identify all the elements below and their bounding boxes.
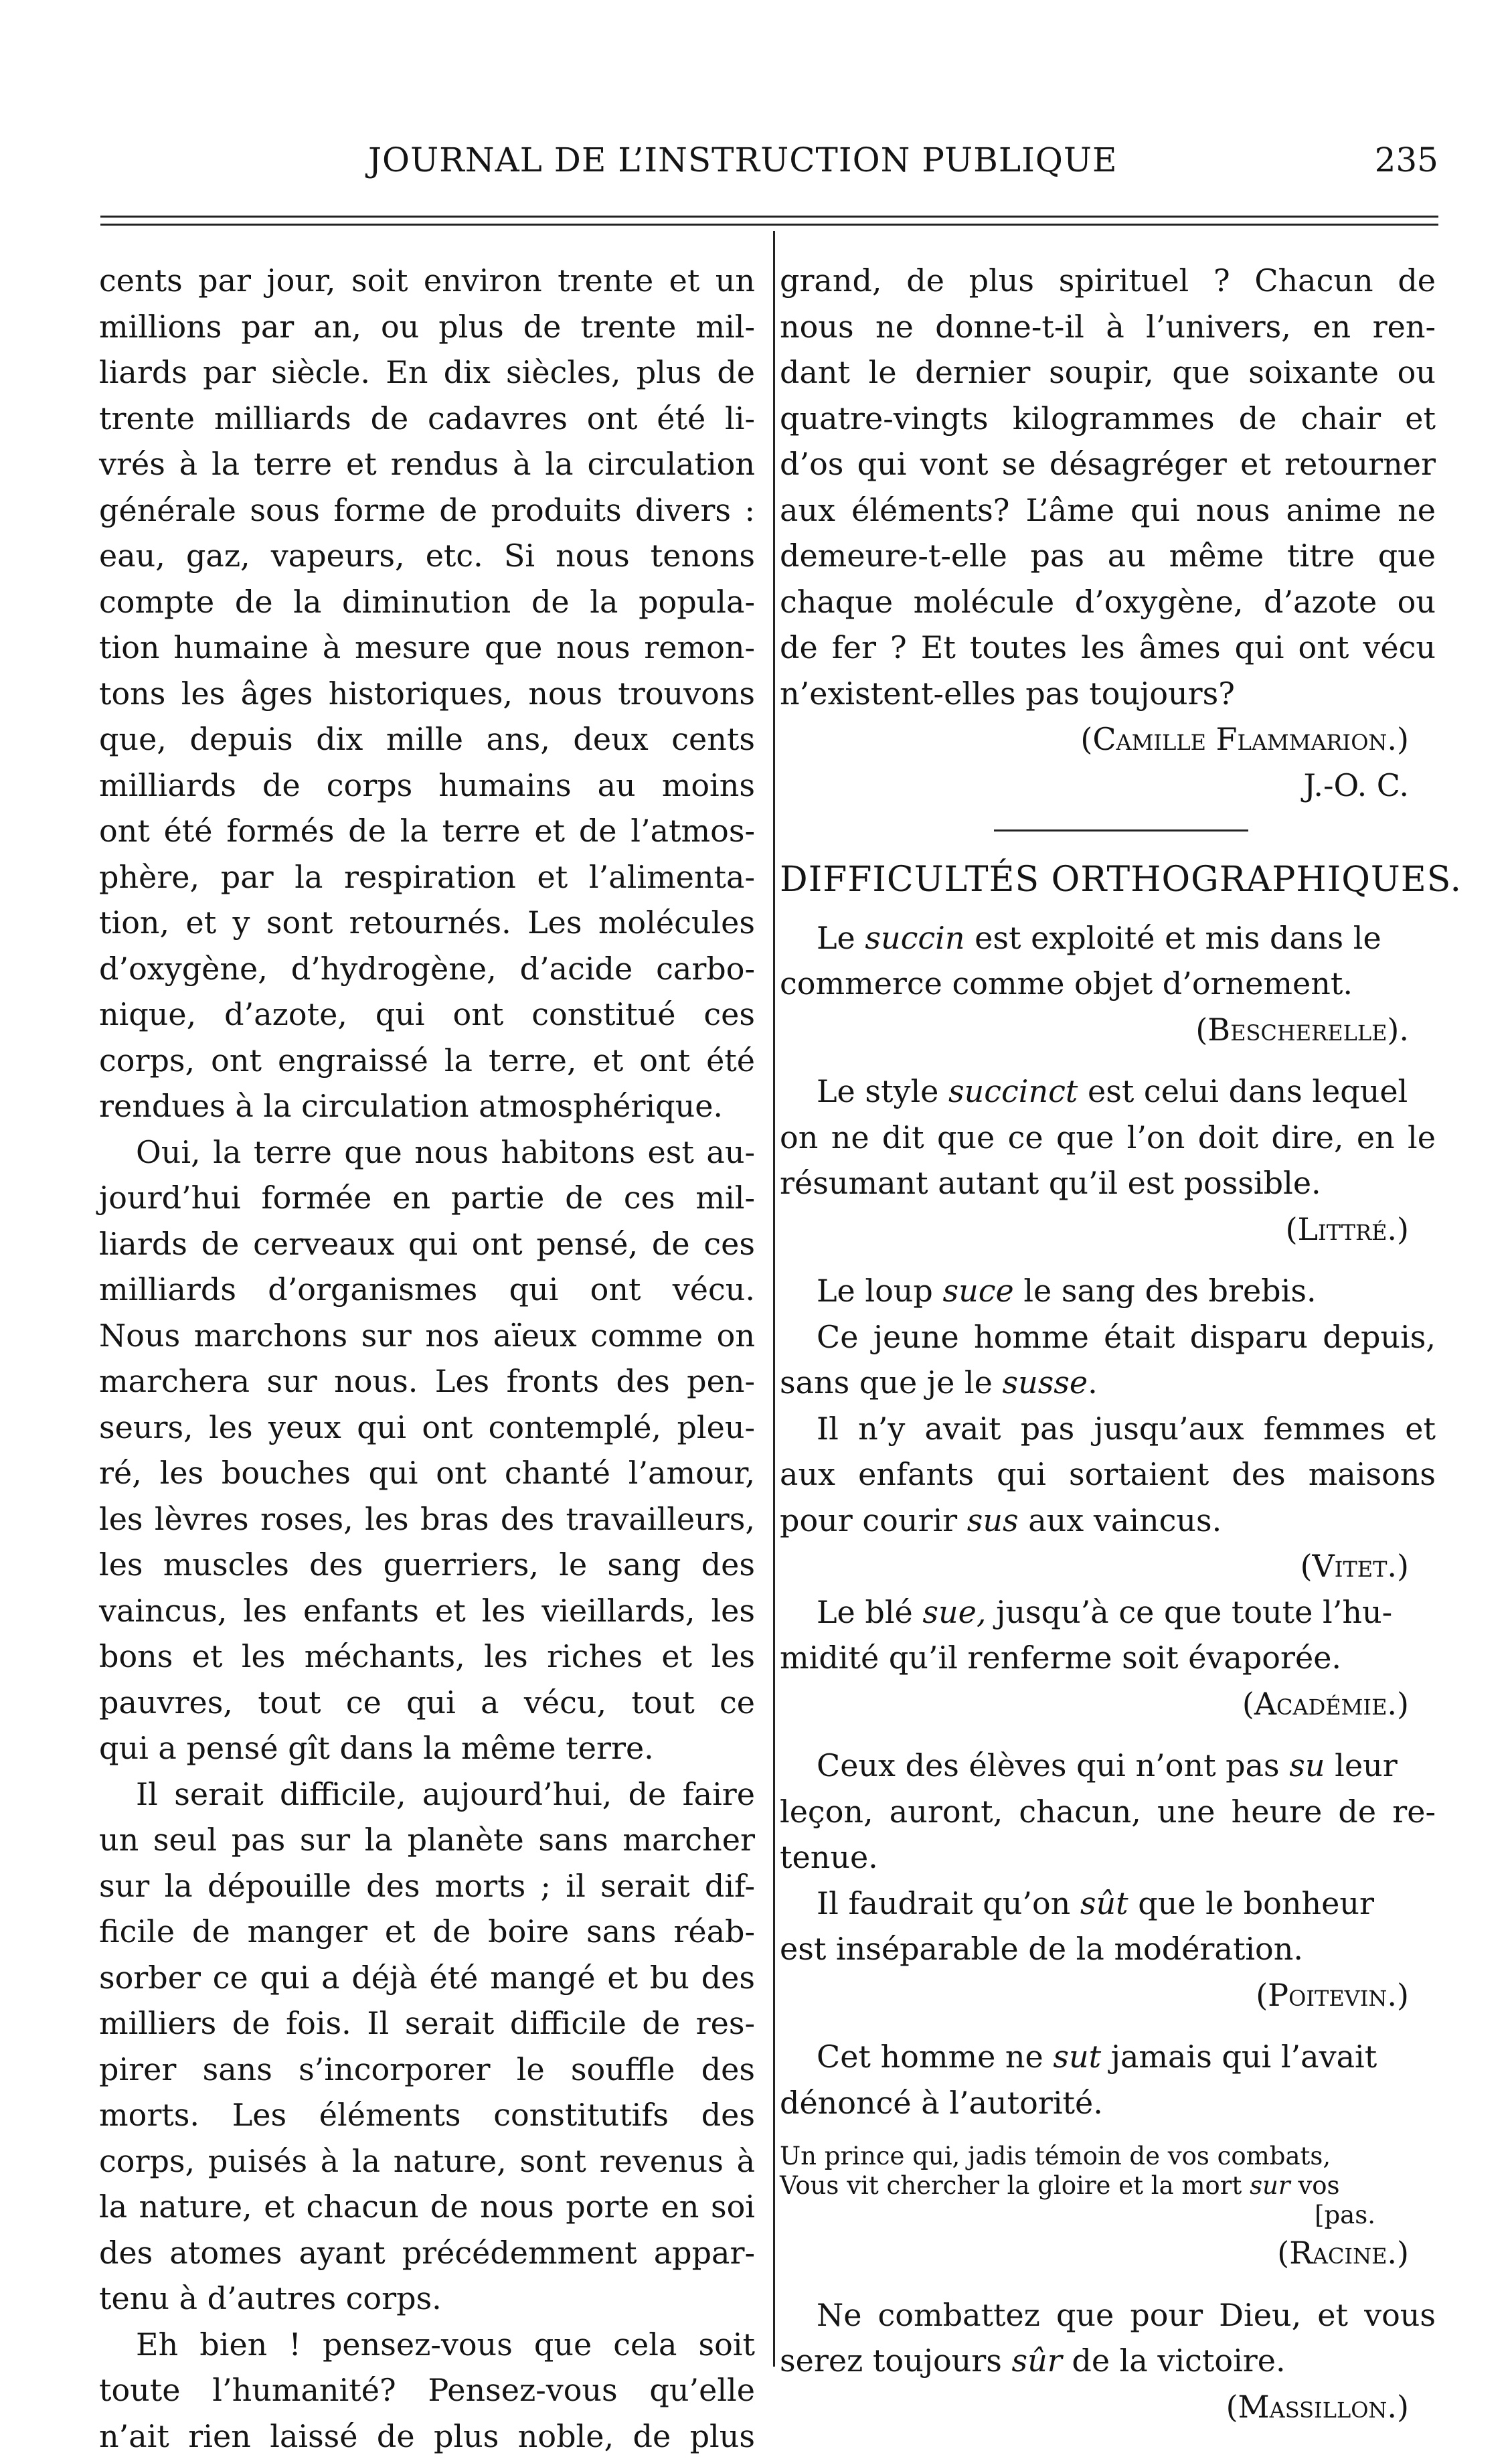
example-line: Le blé sue, jusqu’à ce que toute l’hu- bbox=[780, 1589, 1436, 1636]
source-citation: (Vitet.) bbox=[780, 1543, 1436, 1589]
text-line: des atomes ayant précédemment appar- bbox=[99, 2230, 755, 2276]
text-line: milliards de corps humains au moins bbox=[99, 763, 755, 809]
source-citation: (Poitevin.) bbox=[780, 1972, 1436, 2018]
text-line: cents par jour, soit environ trente et un bbox=[99, 258, 755, 304]
example-word: sus bbox=[967, 1502, 1019, 1538]
example-word: succin bbox=[865, 920, 964, 956]
left-column bbox=[99, 258, 755, 2459]
text-line: les lèvres roses, les bras des travailleurs, bbox=[99, 1496, 755, 1542]
text-line: bons et les méchants, les riches et les bbox=[99, 1634, 755, 1680]
example-word: sur bbox=[1250, 2171, 1290, 2200]
column-divider bbox=[773, 231, 775, 2367]
text-line: que, depuis dix mille ans, deux cents bbox=[99, 716, 755, 763]
text-line: phère, par la respiration et l’alimenta- bbox=[99, 854, 755, 900]
text-line: rendues à la circulation atmosphérique. bbox=[99, 1083, 755, 1129]
right-column bbox=[780, 258, 1436, 2430]
example-line: pour courir sus aux vaincus. bbox=[780, 1498, 1436, 1544]
source-citation: (Massillon.) bbox=[780, 2384, 1436, 2430]
verse-continuation: [pas. bbox=[780, 2201, 1436, 2230]
text-line: d’oxygène, d’hydrogène, d’acide carbo- bbox=[99, 946, 755, 992]
text-line: jourd’hui formée en partie de ces mil- bbox=[99, 1175, 755, 1221]
text-line: tons les âges historiques, nous trouvons bbox=[99, 671, 755, 717]
text-line: de fer ? Et toutes les âmes qui ont vécu bbox=[780, 625, 1436, 671]
example-line: Le loup suce le sang des brebis. bbox=[780, 1268, 1436, 1314]
example-line: Il faudrait qu’on sût que le bonheur bbox=[780, 1881, 1436, 1927]
text-line: compte de la diminution de la popula- bbox=[99, 579, 755, 625]
text-line: n’existent-elles pas toujours? bbox=[780, 671, 1436, 717]
text-line: corps, puisés à la nature, sont revenus à bbox=[99, 2138, 755, 2185]
text-line: pirer sans s’incorporer le souffle des bbox=[99, 2047, 755, 2093]
text-line: pauvres, tout ce qui a vécu, tout ce bbox=[99, 1680, 755, 1726]
example-word: suce bbox=[943, 1273, 1014, 1309]
text-line: ficile de manger et de boire sans réab- bbox=[99, 1909, 755, 1955]
text-line: Oui, la terre que nous habitons est au- bbox=[99, 1129, 755, 1176]
text-line: corps, ont engraissé la terre, et ont été bbox=[99, 1038, 755, 1084]
source-citation: (Littré.) bbox=[780, 1206, 1436, 1253]
example-word: sut bbox=[1053, 2039, 1101, 2075]
text-line: grand, de plus spirituel ? Chacun de bbox=[780, 258, 1436, 304]
text-line: seurs, les yeux qui ont contemplé, pleu- bbox=[99, 1405, 755, 1451]
example-word: su bbox=[1289, 1747, 1325, 1783]
example-line: Le style succinct est celui dans lequel bbox=[780, 1068, 1436, 1115]
example-line: dénoncé à l’autorité. bbox=[780, 2080, 1436, 2126]
example-line: Il n’y avait pas jusqu’aux femmes et bbox=[780, 1406, 1436, 1452]
text-line: marchera sur nous. Les fronts des pen- bbox=[99, 1358, 755, 1405]
initials-signature: J.-O. C. bbox=[780, 763, 1436, 809]
example-line: leçon, auront, chacun, une heure de re- bbox=[780, 1789, 1436, 1835]
text-line: ré, les bouches qui ont chanté l’amour, bbox=[99, 1450, 755, 1496]
example-line: tenue. bbox=[780, 1834, 1436, 1881]
text-line: qui a pensé gît dans la même terre. bbox=[99, 1725, 755, 1771]
example-word: succinct bbox=[948, 1073, 1078, 1109]
text-line: toute l’humanité? Pensez-vous qu’elle bbox=[99, 2367, 755, 2413]
example-line: midité qu’il renferme soit évaporée. bbox=[780, 1635, 1436, 1681]
example-line: commerce comme objet d’ornement. bbox=[780, 961, 1436, 1007]
text-line: vrés à la terre et rendus à la circulation bbox=[99, 441, 755, 487]
section-separator bbox=[994, 829, 1248, 831]
text-line: nous ne donne-t-il à l’univers, en ren- bbox=[780, 304, 1436, 350]
text-line: demeure-t-elle pas au même titre que bbox=[780, 533, 1436, 579]
text-line: Nous marchons sur nos aïeux comme on bbox=[99, 1313, 755, 1359]
example-line: Cet homme ne sut jamais qui l’avait bbox=[780, 2034, 1436, 2080]
text-line: Il serait difficile, aujourd’hui, de faire bbox=[99, 1771, 755, 1818]
example-word: sue, bbox=[922, 1594, 986, 1630]
text-line: tion humaine à mesure que nous remon- bbox=[99, 625, 755, 671]
text-line: quatre-vingts kilogrammes de chair et bbox=[780, 396, 1436, 442]
header-rule-bottom bbox=[100, 224, 1438, 226]
text-line: vaincus, les enfants et les vieillards, les bbox=[99, 1588, 755, 1634]
text-line: n’ait rien laissé de plus noble, de plus bbox=[99, 2413, 755, 2459]
text-line: ont été formés de la terre et de l’atmos- bbox=[99, 808, 755, 854]
example-line: est inséparable de la modération. bbox=[780, 1926, 1436, 1972]
text-line: eau, gaz, vapeurs, etc. Si nous tenons bbox=[99, 533, 755, 579]
example-line: sans que je le susse. bbox=[780, 1360, 1436, 1406]
text-line: liards par siècle. En dix siècles, plus de bbox=[99, 349, 755, 396]
section-heading: DIFFICULTÉS ORTHOGRAPHIQUES. bbox=[780, 857, 1436, 903]
example-line: Le succin est exploité et mis dans le bbox=[780, 915, 1436, 961]
header-rule-top bbox=[100, 216, 1438, 218]
text-line: la nature, et chacun de nous porte en soi bbox=[99, 2184, 755, 2230]
text-line: Eh bien ! pensez-vous que cela soit bbox=[99, 2322, 755, 2368]
text-line: dant le dernier soupir, que soixante ou bbox=[780, 349, 1436, 396]
author-attribution: (Camille Flammarion.) bbox=[780, 716, 1436, 763]
example-line: aux enfants qui sortaient des maisons bbox=[780, 1451, 1436, 1498]
journal-title: JOURNAL DE L’INSTRUCTION PUBLIQUE bbox=[368, 141, 1117, 179]
text-line: tion, et y sont retournés. Les molécules bbox=[99, 900, 755, 946]
text-line: un seul pas sur la planète sans marcher bbox=[99, 1817, 755, 1863]
example-word: sûr bbox=[1012, 2343, 1062, 2379]
text-line: morts. Les éléments constitutifs des bbox=[99, 2092, 755, 2138]
verse-line: Un prince qui, jadis témoin de vos combats, bbox=[780, 2142, 1436, 2171]
text-line: sur la dépouille des morts ; il serait dif- bbox=[99, 1863, 755, 1909]
source-citation: (Académie.) bbox=[780, 1681, 1436, 1727]
verse-line: Vous vit chercher la gloire et la mort sur vos bbox=[780, 2171, 1436, 2201]
text-line: nique, d’azote, qui ont constitué ces bbox=[99, 991, 755, 1038]
source-citation: (Racine.) bbox=[780, 2230, 1436, 2276]
text-line: les muscles des guerriers, le sang des bbox=[99, 1542, 755, 1588]
text-line: liards de cerveaux qui ont pensé, de ces bbox=[99, 1221, 755, 1267]
text-line: sorber ce qui a déjà été mangé et bu des bbox=[99, 1955, 755, 2001]
example-line: Ceux des élèves qui n’ont pas su leur bbox=[780, 1743, 1436, 1789]
text-line: milliards d’organismes qui ont vécu. bbox=[99, 1267, 755, 1313]
text-line: millions par an, ou plus de trente mil- bbox=[99, 304, 755, 350]
page-number: 235 bbox=[1375, 141, 1438, 179]
running-header bbox=[100, 141, 1438, 187]
text-line: trente milliards de cadavres ont été li- bbox=[99, 396, 755, 442]
text-line: générale sous forme de produits divers : bbox=[99, 487, 755, 534]
example-line: serez toujours sûr de la victoire. bbox=[780, 2338, 1436, 2384]
text-line: chaque molécule d’oxygène, d’azote ou bbox=[780, 579, 1436, 625]
text-line: d’os qui vont se désagréger et retourner bbox=[780, 441, 1436, 487]
text-line: aux éléments? L’âme qui nous anime ne bbox=[780, 487, 1436, 534]
example-line: Ce jeune homme était disparu depuis, bbox=[780, 1314, 1436, 1360]
example-word: sût bbox=[1080, 1885, 1128, 1921]
example-word: susse bbox=[1002, 1364, 1088, 1401]
example-line: on ne dit que ce que l’on doit dire, en le bbox=[780, 1115, 1436, 1161]
example-line: résumant autant qu’il est possible. bbox=[780, 1160, 1436, 1206]
text-line: tenu à d’autres corps. bbox=[99, 2276, 755, 2322]
text-line: milliers de fois. Il serait difficile de res- bbox=[99, 2000, 755, 2047]
example-line: Ne combattez que pour Dieu, et vous bbox=[780, 2292, 1436, 2338]
source-citation: (Bescherelle). bbox=[780, 1007, 1436, 1053]
